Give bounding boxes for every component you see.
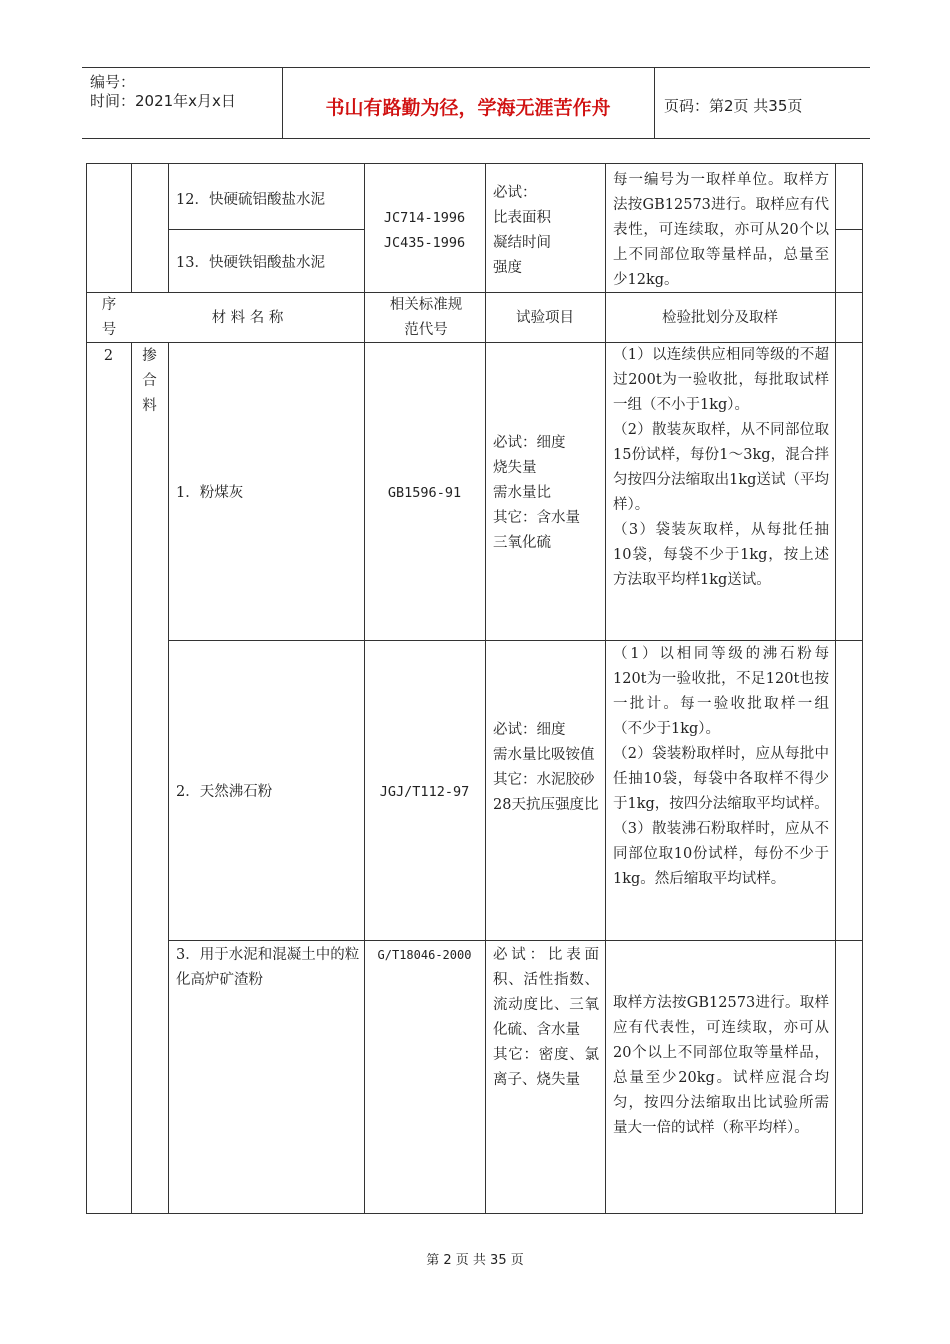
test-items-cell: 必试：细度 需水量比吸铵值 其它：水泥胶砂28天抗压强度比 <box>493 722 599 813</box>
document-date: 时间：2021年x月x日 <box>90 92 236 110</box>
standard-code-cell: JC714-1996 JC435-1996 <box>383 210 466 251</box>
table-rule <box>168 640 863 641</box>
standard-code-cell: GB1596-91 <box>387 485 462 501</box>
table-rule <box>168 940 863 941</box>
section-seq: 2 <box>103 348 114 364</box>
sampling-cell: 取样方法按GB12573进行。取样应有代表性，可连续取，亦可从20个以上不同部位取等量样品，总量至少20kg。试样应混合均匀，按四分法缩取出比试验所需量大一倍的试样（称平均样）。 <box>613 995 829 1136</box>
column-header-test: 试验项目 <box>516 310 574 326</box>
table-rule <box>131 163 132 292</box>
section-category: 掺 合 料 <box>142 348 157 414</box>
table-rule <box>835 229 863 230</box>
table-rule <box>364 163 365 1214</box>
sampling-cell: （1）以相同等级的沸石粉每120t为一验收批，不足120t也按一批计。每一验收批取样一组（不少于1kg）。 （2）袋装粉取样时，应从每批中任抽10袋，每袋中各取样不得少于1kg，按四分法缩取平均试样。 （3）散装沸石粉取样时，应从不同部位取10份试样，每份不少于1kg。然后缩取平均试样。 <box>613 646 829 887</box>
table-rule <box>168 229 364 230</box>
material-name-cell: 1．粉煤灰 <box>176 485 244 501</box>
column-header-sampling: 检验批划分及取样 <box>662 310 778 326</box>
material-name-cell: 2．天然沸石粉 <box>176 784 273 800</box>
header-motto: 书山有路勤为径，学海无涯苦作舟 <box>325 97 611 119</box>
table-rule <box>86 163 87 1214</box>
material-name-cell: 13．快硬铁铝酸盐水泥 <box>176 255 325 271</box>
table-rule <box>862 163 863 1214</box>
sampling-cell: （1）以连续供应相同等级的不超过200t为一验收批，每批取试样一组（不小于1kg）。 （2）散装灰取样，从不同部位取15份试样，每份1～3kg，混合拌匀按四分法缩取出1kg送试（平均样）。 （3）袋装灰取样，从每批任抽10袋，每袋不少于1kg，按上述方法取平均样1kg送试。 <box>613 347 829 588</box>
table-rule <box>168 163 169 292</box>
header-page-info: 页码：第2页 共35页 <box>664 97 803 115</box>
standard-code-cell: G/T18046-2000 <box>377 948 472 962</box>
column-header-seq: 序号 <box>101 297 117 338</box>
table-rule <box>168 342 169 1214</box>
standard-code-cell: JGJ/T112-97 <box>379 784 470 800</box>
material-name-cell: 3．用于水泥和混凝土中的粒化高炉矿渣粉 <box>176 947 360 988</box>
material-name-cell: 12．快硬硫铝酸盐水泥 <box>176 192 325 208</box>
sampling-cell: 每一编号为一取样单位。取样方法按GB12573进行。取样应有代表性，可连续取，亦可从20个以上不同部位取等量样品，总量至少12kg。 <box>613 172 829 288</box>
column-header-name: 材 料 名 称 <box>211 310 284 326</box>
test-items-cell: 必试： 比表面积 凝结时间 强度 <box>493 185 551 276</box>
column-header-standard: 相关标准规范代号 <box>389 297 463 338</box>
document-number-label: 编号： <box>90 73 136 91</box>
page-footer: 第 2 页 共 35 页 <box>426 1253 524 1268</box>
table-rule <box>835 163 836 1214</box>
table-rule <box>86 1213 863 1214</box>
test-items-cell: 必试：细度 烧失量 需水量比 其它：含水量 三氧化硫 <box>493 435 580 551</box>
table-rule <box>131 342 132 1214</box>
table-rule <box>86 163 863 164</box>
test-items-cell: 必试：比表面积、活性指数、流动度比、三氧化硫、含水量 其它：密度、氯离子、烧失量 <box>493 947 599 1088</box>
